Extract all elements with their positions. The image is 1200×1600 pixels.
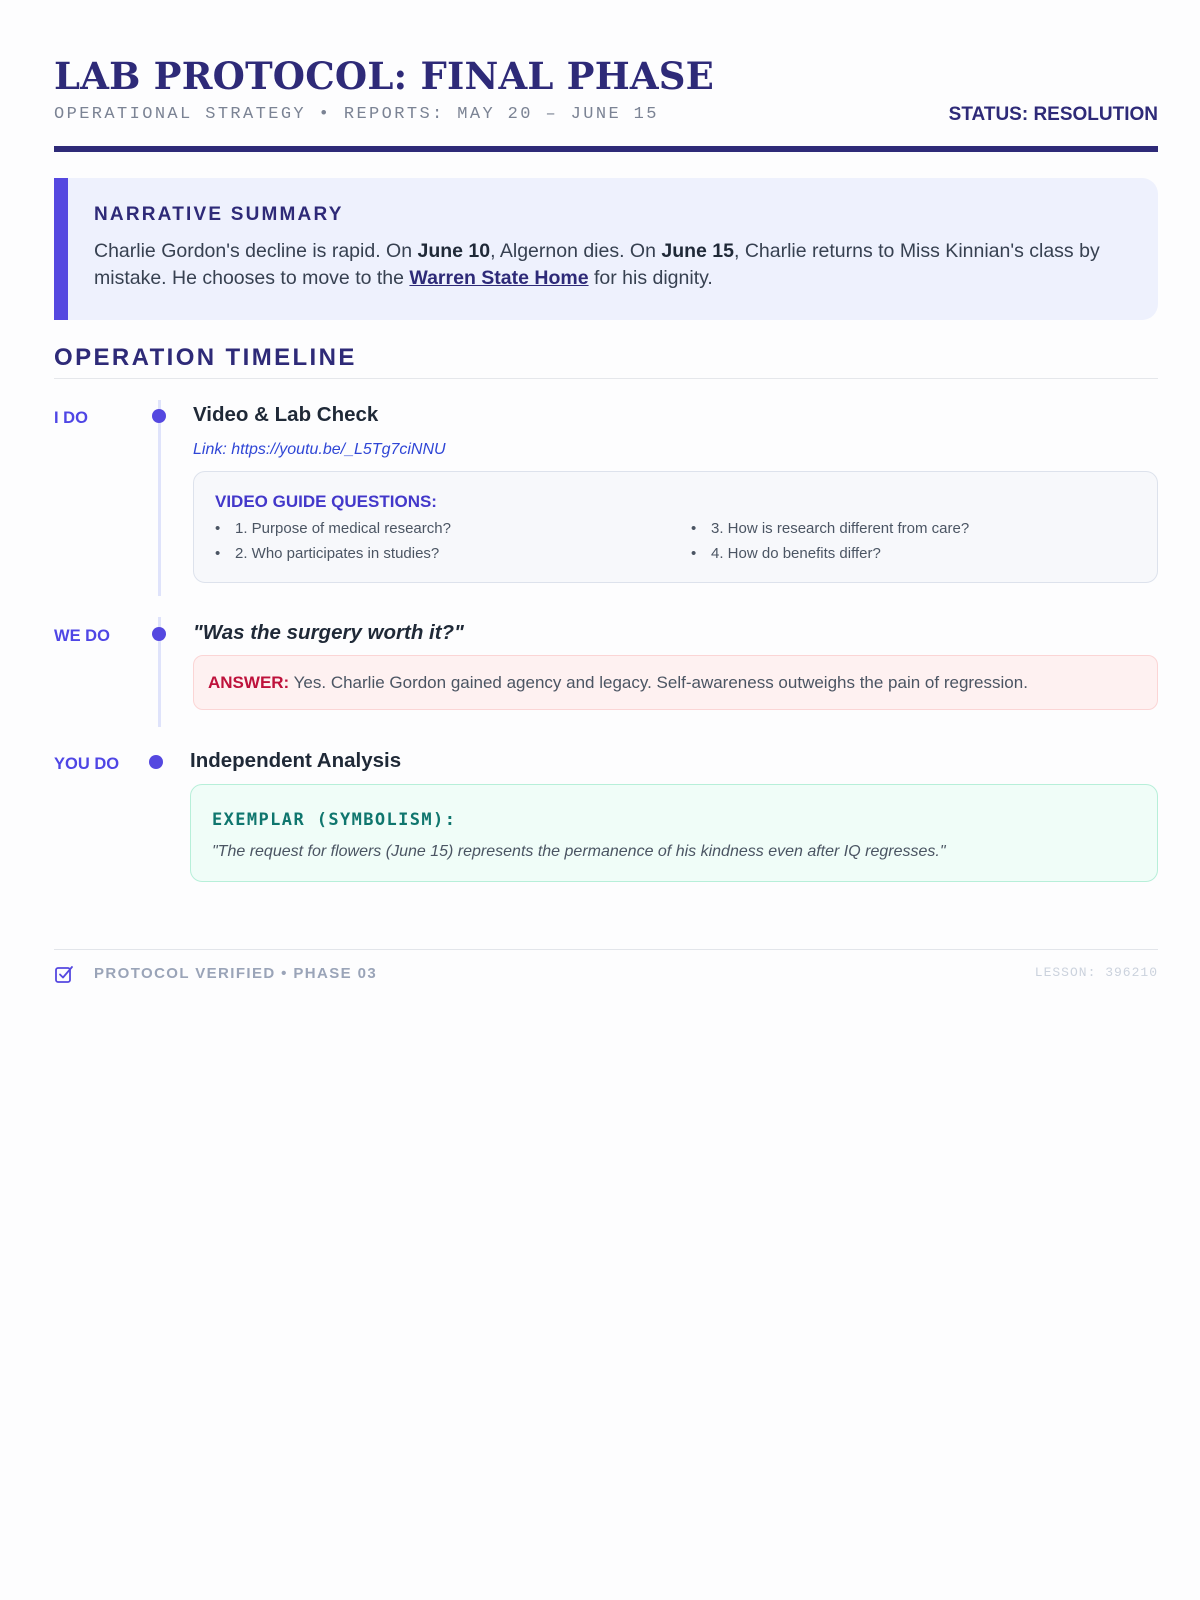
lesson-id: LESSON: 396210 — [1034, 965, 1158, 980]
answer-box — [193, 655, 1158, 710]
exemplar-title: EXEMPLAR (SYMBOLISM): — [212, 810, 457, 830]
summary-text-part: , Algernon dies. On — [490, 240, 662, 262]
footer-divider — [54, 949, 1158, 950]
you-do-tag: YOU DO — [54, 755, 120, 773]
summary-text-part: for his dignity. — [588, 267, 713, 289]
summary-text-part: Charlie Gordon's decline is rapid. On — [94, 240, 418, 262]
guide-question: • 3. How is research different from care? — [691, 516, 969, 541]
page-header — [54, 0, 1158, 152]
timeline-dot — [152, 627, 166, 641]
narrative-summary-card — [54, 178, 1158, 320]
exemplar-box — [190, 784, 1158, 882]
questions-left-list — [215, 516, 451, 566]
summary-text-part: , Charlie returns to Miss Kinnian's class by mistake. He chooses to move to the — [94, 240, 1100, 289]
questions-right-list — [691, 516, 969, 566]
timeline-dot — [152, 409, 166, 423]
narrative-summary-heading: NARRATIVE SUMMARY — [94, 204, 344, 225]
page-subtitle: OPERATIONAL STRATEGY • REPORTS: MAY 20 – JUNE 15 — [54, 105, 659, 124]
warren-state-home-link[interactable]: Warren State Home — [409, 267, 589, 289]
answer-label: ANSWER: — [208, 673, 290, 692]
guide-question: • 4. How do benefits differ? — [691, 541, 969, 566]
answer-body: Yes. Charlie Gordon gained agency and legacy. Self-awareness outweighs the pain of regression. — [289, 673, 1028, 692]
lesson-page — [54, 0, 1158, 982]
we-do-tag: WE DO — [54, 627, 110, 645]
video-link[interactable]: Link: https://youtu.be/_L5Tg7ciNNU — [193, 441, 446, 458]
guide-question: • 2. Who participates in studies? — [215, 541, 451, 566]
guide-question: • 1. Purpose of medical research? — [215, 516, 451, 541]
narrative-summary-text — [94, 238, 1134, 292]
answer-text — [208, 673, 1028, 693]
summary-date-june-10: June 10 — [417, 240, 491, 262]
status-label: STATUS: RESOLUTION — [948, 104, 1158, 125]
timeline-heading: OPERATION TIMELINE — [54, 344, 357, 371]
timeline-dot — [149, 755, 163, 769]
summary-date-june-15: June 15 — [661, 240, 734, 262]
timeline-divider — [54, 378, 1158, 379]
timeline-line — [158, 400, 161, 596]
exemplar-text: "The request for flowers (June 15) represents the permanence of his kindness even after IQ regresses." — [212, 843, 946, 860]
footer-verified-text: PROTOCOL VERIFIED • PHASE 03 — [94, 965, 378, 982]
page-title: LAB PROTOCOL: FINAL PHASE — [54, 54, 715, 98]
you-do-title: Independent Analysis — [190, 749, 402, 772]
we-do-question: "Was the surgery worth it?" — [193, 621, 464, 644]
video-guide-box — [193, 471, 1158, 583]
check-square-icon — [54, 964, 74, 984]
i-do-title: Video & Lab Check — [193, 403, 379, 426]
i-do-tag: I DO — [54, 409, 88, 427]
video-guide-title: VIDEO GUIDE QUESTIONS: — [215, 492, 437, 511]
